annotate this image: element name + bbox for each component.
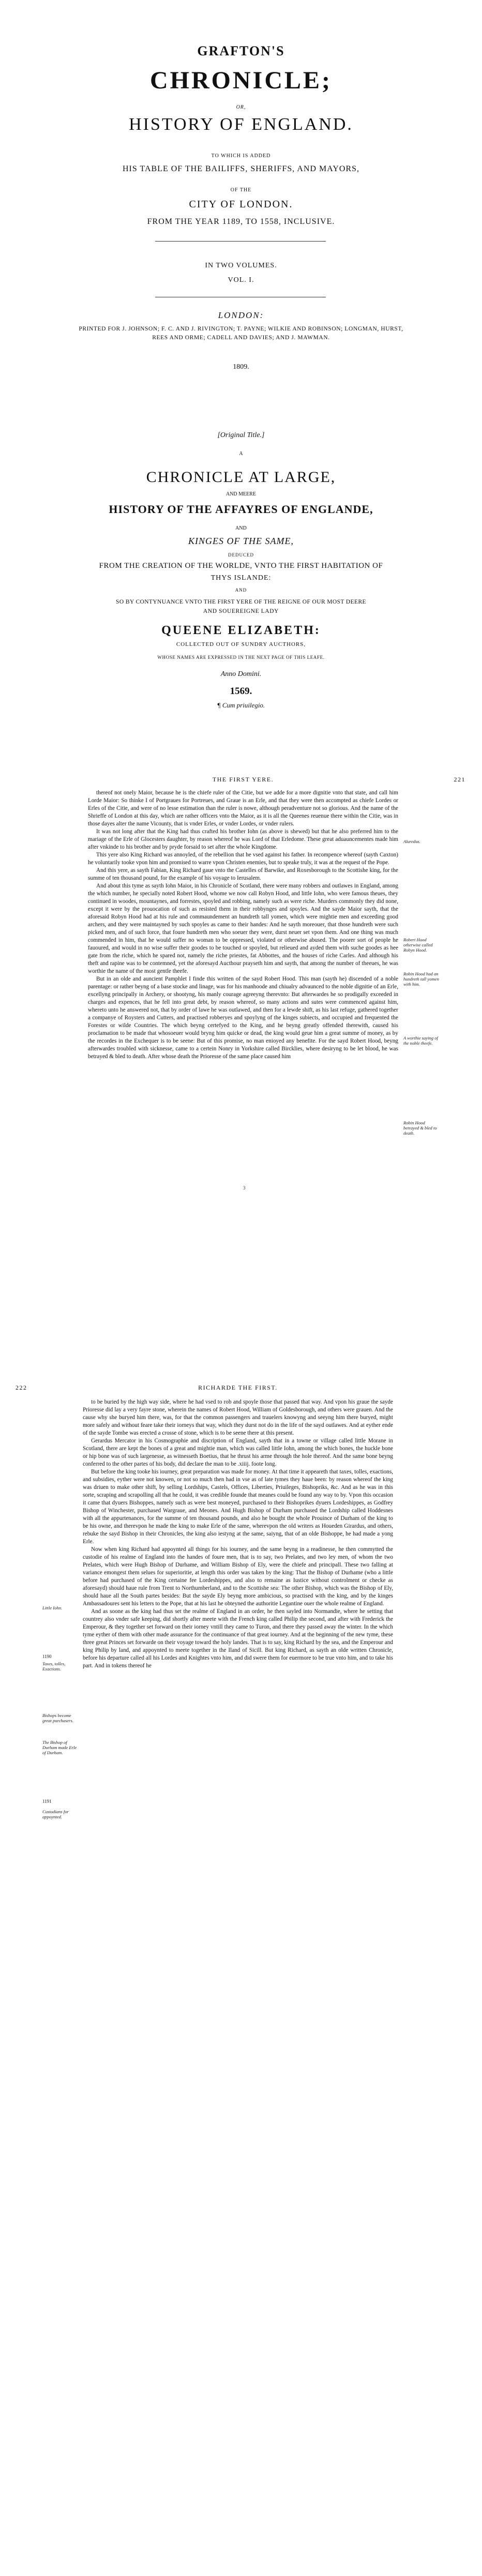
paragraph: Gerardus Mercator in his Cosmographie and discription of England, sayth that in a towne or village called little Morane in Scotland, there are kept the bones of a great and mightie man, which was called little Iohn, among the which bones, the huckle bone or hip bone was of such largenesse, as witnesseth Boetius, that he thrust his arme through the hole thereof. And the same bone beyng conferred to the other partes of his body, did declare the man to be .xiiij. foote long. xyxy=(83,1438,393,1467)
original-title-collected: COLLECTED OUT OF SUNDRY AUCTHORS, xyxy=(176,641,306,647)
page-number xyxy=(16,1384,36,1395)
signature-mark: 3 xyxy=(243,1185,246,1191)
title-chronicle: CHRONICLE; xyxy=(149,67,333,94)
paragraph: This yere also King Richard was annoyled, of the rebellion that he vsed against his father. In recompence whereof (sayth Caxton) he voluntarily tooke vpon him and promised to warre vpon Christen enemies, but to speake truly, it was at the request of the Pope. xyxy=(88,852,398,866)
original-title-label: [Original Title.] xyxy=(217,431,265,439)
paragraph: It was not long after that the King had thus crafted his brother Iohn (as above is shewed) but that he also preferred him to the mariage of the Erle of Glocesters daughter, by reason whereof he was Lord of that Erledome. These great aduauncementes made him after vnkinde to his brother and by pryde forsaid to set after the whole Kingdome. xyxy=(88,828,398,850)
page-221-body xyxy=(88,789,398,1061)
title-divider xyxy=(155,241,326,242)
title-of-the: OF THE xyxy=(230,187,252,193)
original-title-and: AND xyxy=(235,525,247,531)
margin-year: 1191 xyxy=(42,1799,52,1804)
title-years: FROM THE YEAR 1189, TO 1558, INCLUSIVE. xyxy=(147,217,335,226)
title-history: HISTORY OF ENGLAND. xyxy=(129,115,353,134)
margin-note: Taxes, tolles, Exactions. xyxy=(42,1661,66,1671)
title-vol: VOL. I. xyxy=(228,276,254,284)
imprint-text: PRINTED FOR J. JOHNSON; F. C. AND J. RIVINGTON; T. PAYNE; WILKIE AND ROBINSON; LONGMAN, HURST, REES AND ORME; CADELL AND DAVIES; AND J. MAWMAN. xyxy=(79,326,403,341)
title-city: CITY OF LONDON. xyxy=(189,199,293,210)
title-grafton: GRAFTON'S xyxy=(197,43,285,58)
running-head xyxy=(83,1384,393,1395)
original-title-thys: THYS ISLANDE: xyxy=(210,574,272,582)
running-head-title: RICHARDE THE FIRST. xyxy=(198,1384,278,1391)
original-title-chronicle: CHRONICLE AT LARGE, xyxy=(146,469,336,486)
margin-note: Bishops become great purchasers. xyxy=(42,1713,73,1723)
original-title-and-2: AND xyxy=(235,587,247,593)
page-number-text: 222 xyxy=(16,1384,27,1391)
original-title-sovereigne: AND SOUEREIGNE LADY xyxy=(203,608,279,614)
imprint-city: LONDON: xyxy=(218,310,264,320)
margin-note: A worthie saying of the noble theefe. xyxy=(403,1035,438,1046)
original-title-a: A xyxy=(239,451,243,457)
margin-note: Robin Hood betrayed & bled to death. xyxy=(403,1120,437,1136)
original-title-cum-priuilegio: ¶ Cum priuilegio. xyxy=(217,701,265,709)
paragraph: But in an olde and auncient Pamphlet I finde this written of the sayd Robert Hood. This man (sayth he) discended of a noble parentage: or rather beyng of a base stocke and linage, was for his manhoode and chiualry advaunced to the noble dignitie of an Erle, excellyng principally in Archery, or shootyng, his manly courage agreeyng therevnto: But afterwardes he so prodigally exceeded in charges and expences, that he fell into great debt, by reason whereof, so many actions and sutes were commenced against him, whereto unto he answered not, that by order of lawe he was outlawed, and then for a lewde shift, as his last refuge, gathered together a companye of Roysters and Cutters, and practised robberyes and spoylyng of the kinges subiects, and occupied and frequented the Forestes or wilde Countries. The which beyng certefyed to the King, and he beyng greatly offended therewith, caused his proclamation to be made that whosoeuer would bryng him quicke or dead, the king would geue him a great summe of money, as by the recordes in the Exchequer is to be seene: But of this promise, no man enioyed any benefite. For the sayd Robert Hood, beyng afterwardes troubled with sicknesse, came to a certein Nonry in Yorkshire called Bircklies, where desiryng to be let blood, he was betrayed & bled to death. After whose death the Prioresse of the same place caused him xyxy=(88,976,398,1060)
original-title-continuance: SO BY CONTYNUANCE VNTO THE FIRST YERE OF THE REIGNE OF OUR MOST DEERE xyxy=(116,599,366,605)
running-head-title: THE FIRST YERE. xyxy=(212,776,274,783)
original-title-creation: FROM THE CREATION OF THE WORLDE, VNTO THE FIRST HABITATION OF xyxy=(99,562,383,570)
page-number-text: 221 xyxy=(454,776,465,783)
paragraph: And this yere, as sayth Fabian, King Richard gaue vnto the Castelles of Barwike, and Roxesborough to the Scottishe king, for the summe of ten thousand pound, for the example of his voyage to Ierusalem. xyxy=(88,867,398,881)
page-number xyxy=(445,776,465,787)
paragraph: But before the king tooke his iourney, great preparation was made for money. At that time it appeareth that taxes, tolles, exactions, and subsidies, eyther were not knowen, or not so much then had in vse as of late tymes they haue been: by reason whereof the king was driuen to make other shift, by selling Lordships, Castels, Offices, Liberties, Priuileges, Bishopriks, &c. And as he was in this sorte, scraping and scrapolling all that he could, it was credible founde that meanes could be found any way to by. Vpon this occasion it came that dyuers Bishoppes, namely such as were best moneyed, purchased to their Bishoprikes dyuers Lordeshippes, as Godfrey Bishop of Winchester, purchased Wargraue, and Meones. And Hugh Bishop of Durham purchased the Lordship called Hoddesnes with all the appurtenances, for the summe of ten thousand pounds, and also he bought the whole Prouince of Durham of the king to be his owne, and therevpon he made the king to make Erle of the same, wherevpon the old writers as Houeden Girardus, and others, rebuke the sayd Bishop in their Chronicles, the king also iestyng at the same, saiyng, that of an olde Bishoppe, he had made a yong Erle. xyxy=(83,1469,393,1545)
title-volumes: IN TWO VOLUMES. xyxy=(205,262,277,269)
original-title-affayres: HISTORY OF THE AFFAYRES OF ENGLANDE, xyxy=(109,503,373,516)
original-title-whose-names: WHOSE NAMES ARE EXPRESSED IN THE NEXT PAGE OF THIS LEAFE. xyxy=(157,655,325,660)
running-head xyxy=(88,776,398,787)
margin-note: Aluredus. xyxy=(403,839,420,844)
original-title-year: 1569. xyxy=(230,686,252,697)
margin-note: Robin Hood had an hundreth tall yomen with him. xyxy=(403,971,439,987)
paragraph: Now when king Richard had appoynted all things for his iourney, and the same beyng in a readinesse, he then commytted the custodie of his realme of England into the handes of foure men, that is to say, two Prelates, and two ley men, of whom the two Prelates, which were Hugh Bishop of Durhame, and William Bishop of Ely, were the chiefe and principall. These two falling at variance emongest them selues for superioritie, at length this order was taken by the king: That the Bishop of Durhame (who a little before had purchased of the King certaine fee Lordeshippes, and also to remaine as Iustice without controlment or checke as aforesayd) should haue rule from Trent to Northumberland, and to the Scottishe sea: The other Bishop, which was the Bishop of Ely, should haue all the South partes besides: But the sayde Ely beyng more ambicious, so practised with the king, and by the kinges Ambassadoures sent his letters to the Pope, that at his last he obteyned the authoritie Legantine ouer the whole realme of England. xyxy=(83,1546,393,1607)
title-to-which: TO WHICH IS ADDED xyxy=(211,153,271,159)
original-title-and-meere: AND MEERE xyxy=(225,491,257,497)
original-title-queene: QUEENE ELIZABETH: xyxy=(161,624,321,637)
page-222-body xyxy=(83,1398,393,1670)
paragraph: And as soone as the king had thus set the realme of England in an order, he then sayled into Normandie, where he setting that countrey also vnder safe keeping, did shortly after meete with the French king called Philip the second, and after with Frederick the Emperour, & they together set forward on their iorney vntill they came to Turon, and there they passed away the winter. In the which tyme eyther of them with other made assurance for the continuance of that great iourney. And at the beginning of the new tyme, these three great Princes set forwarde on their voyage toward the holy landes. That is to say, king Richard by the sea, and the Emperour and king Philip by land, and appoynted to meete together in the Iland of Sicill. But king Richard, as sayth an olde written Chronicle, before his departure called all his Lordes and Knightes vnto him, and did swere them for euermore to be true vnto him, and to take his part. And in tokens thereof he xyxy=(83,1608,393,1669)
margin-note: Robert Hood otherwise called Robyn Hood. xyxy=(403,937,433,953)
imprint-year: 1809. xyxy=(233,363,249,371)
paragraph: to be buried by the high way side, where he had vsed to rob and spoyle those that passed that way. And vpon his graue the sayde Prioresse did lay a very fayre stone, wherein the names of Robert Hood, William of Goldesborough, and others were grauen. And the cause why she buryed him there, was, for that the common passengers and trauelers knowyng and seeyng him there buryed, might more safely and without feare take their iorneys that way, which they durst not do in the life of the sayd outlawes. And at eyther ende of the sayde Tombe was erected a crosse of stone, which is to be seene there at this present. xyxy=(83,1399,393,1436)
margin-note: Custodians for appoynted. xyxy=(42,1809,69,1819)
title-bailiffs: HIS TABLE OF THE BAILIFFS, SHERIFFS, AND MAYORS, xyxy=(122,164,360,173)
margin-note: The Bishop of Durham made Erle of Durham. xyxy=(42,1740,77,1755)
original-title-anno: Anno Domini. xyxy=(220,670,262,678)
title-or: OR, xyxy=(236,104,246,110)
paragraph: thereof not onely Maior, because he is the chiefe ruler of the Citie, but we adde for a more dignitie vnto that state, and call him Lorde Maior: So thinke I of Portgraues for Portreues, and Graue is an Erle, and that they were then accompted as chiefe Lordes or Erles of the Citie, and were of no lesse estimation than the ruler is nowe, although peradventure not so glorious. And the name of the Shrieffe of London at this day, which are rather officers vnto the Maior, as it is all the Queenes reuenue there within the Citie, was in those dayes alter the name Vicounty, that is vnder Erles, or vnder Lordes, or vnder rulers. xyxy=(88,790,398,827)
margin-note: Little Iohn. xyxy=(42,1605,63,1610)
margin-year: 1190 xyxy=(42,1654,52,1659)
original-title-deduced: DEDUCED xyxy=(228,552,254,558)
paragraph: And about this tyme as sayth Iohn Maior, in his Chronicle of Scotland, there were many robbers and outlawes in England, among the which number, he specially noted Robert Hood, whome we now call Robyn Hood, and little Iohn, who were famous theues, they continued in woodes, mountaynes, and forrestes, spoyled and robbing, namely such as were riche. Murders commonly they did none, except it were by the prouocation of such as resisted them in their robbynges and spoyles. And the sayde Maior sayth, that the aforesaid Robyn Hood had at his rule and commaundement an hundreth tall yomen, which were mightie men and exceeding good archers, and they were maintayned by such spoyles as came to their handes: And he sayth moreouer, that those hundreth were such picked men, and of such force, that foure hundreth men who soeuer they were, durst neuer set vpon them. And one thing was much commended in him, that he would suffer no woman to be oppressed, violated or otherwise abused. The poorer sort of people he fauoured, and would in no wise suffer their goodes to be touched or spoyled, but relieued and ayded them with suche goodes as hee gate from the riche, which he spared not, namely the riche priestes, fat Abbottes, and the houses of riche Carles. And although his theft and rapine was to be contemned, yet the aforesayd Aucthour prayseth him and sayth, that among the number of theeues, he was worthie the name of the most gentle theefe. xyxy=(88,883,398,974)
original-title-kinges: KINGES OF THE SAME, xyxy=(188,536,294,546)
